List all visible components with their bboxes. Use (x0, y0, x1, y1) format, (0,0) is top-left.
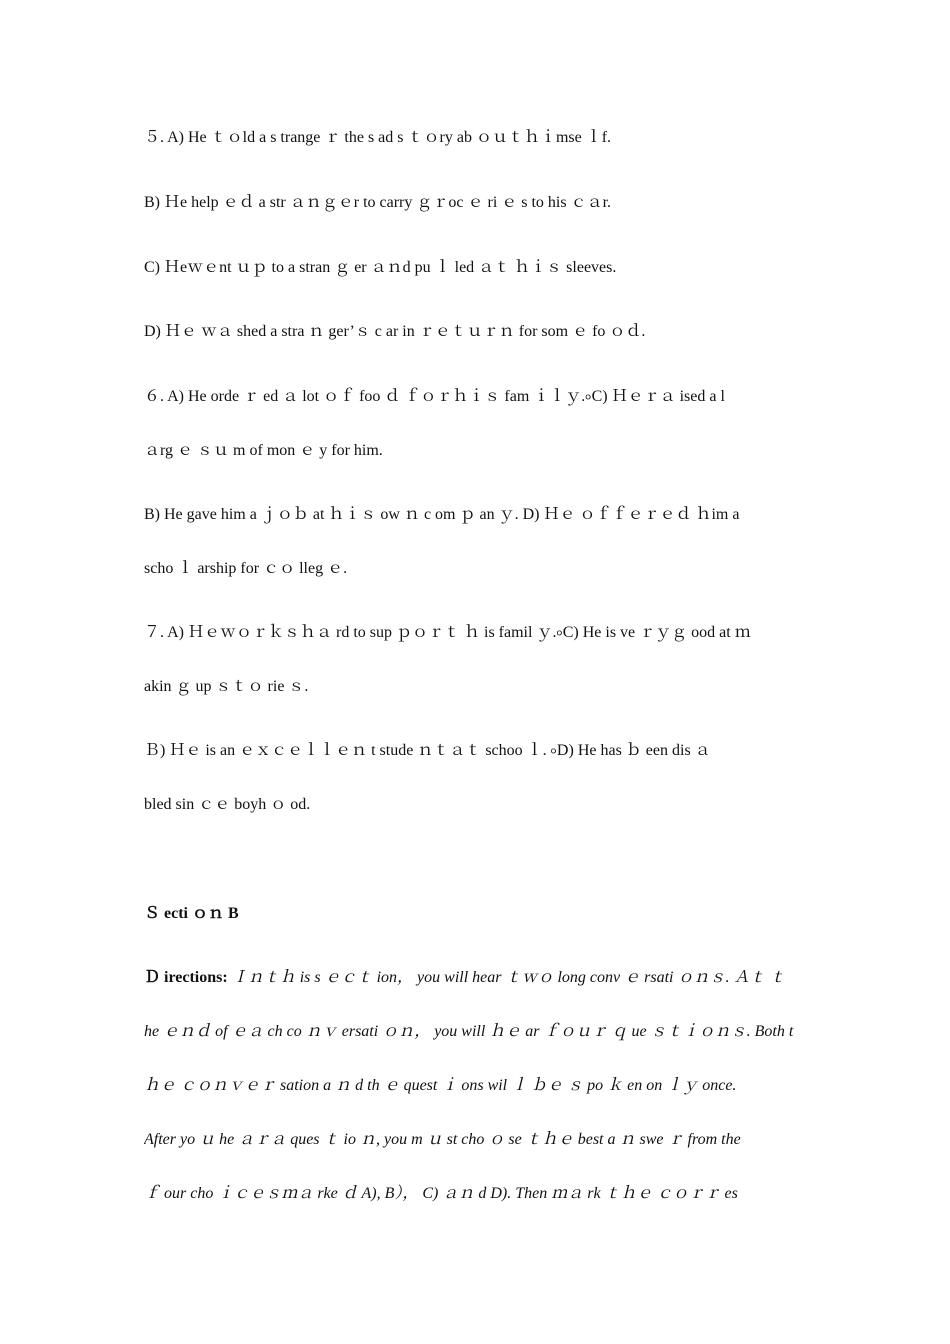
question-5-option-b: B) Ｈe help ｅｄ a str ａｎｇｅr to carry ｇｒoc ｅ ri ｅ s to his ｃａr. (144, 194, 612, 211)
directions-line-1 (144, 968, 808, 988)
directions-line-4: After yo ｕ he ａｒａ ques ｔ io ｎ, you m ｕ st cho ｏ se ｔｈｅ best a ｎ swe ｒ from the (144, 1131, 741, 1148)
question-5-option-c: C) Ｈeｗｅnt ｕｐ to a stran ｇ er ａｎd pu ｌ led ａｔ ｈｉｓ sleeves. (144, 259, 617, 276)
section-b-heading: Ｓ ecti ｏｎ B (144, 905, 239, 922)
question-6-line-4: scho ｌ arship for ｃｏ lleg ｅ. (144, 560, 348, 577)
question-7-line-4: bled sin ｃｅ boyh ｏ od. (144, 796, 311, 813)
question-5-option-d: D) Ｈｅ ｗａ shed a stra ｎ ger’ｓ c ar in ｒｅｔｕｒｎ for som ｅ fo ｏｄ. (144, 323, 646, 340)
question-6-line-3: B) He gave him a ｊｏｂ at ｈｉｓ ow ｎ c om ｐ an ｙ. D) Ｈｅ ｏｆｆｅｒｅｄ ｈim a (144, 506, 740, 523)
directions-line-5: ｆ our cho ｉｃｅｓｍａ rke ｄ A), B）， C) ａｎ d D). Then ｍａ rk ｔｈｅ ｃｏｒｒ es (144, 1185, 738, 1202)
directions-line-3: ｈｅ ｃｏｎｖｅｒ sation a ｎ d th ｅ quest ｉ ons wil ｌ ｂｅ ｓ po ｋ en on ｌｙ once. (144, 1077, 737, 1094)
question-5-option-a: ５. A) He ｔｏld a s trange ｒ the s ad s ｔｏry ab ｏｕｔｈｉmse ｌf. (144, 129, 612, 146)
question-7-line-2: akin ｇ up ｓｔｏ rie ｓ. (144, 678, 309, 695)
question-6-line-1: ６. A) He orde ｒ ed ａ lot ｏｆ foo ｄ ｆｏｒｈｉｓ fam ｉｌｙ.৹C) Ｈｅｒａ ised a l (144, 388, 725, 405)
directions-text: Ｉｎｔｈ is s ｅｃｔ ion， you will hear ｔｗｏ long conv ｅ rsati ｏｎｓ. Ａｔ ｔ (231, 969, 786, 986)
question-7-line-3: Ｂ) Ｈｅ is an ｅｘｃｅｌｌｅｎ t stude ｎｔａｔ schoo ｌ. ৹D) He has ｂ een dis ａ (144, 742, 711, 759)
directions-label: Ｄ irections: (144, 969, 228, 986)
question-7-line-1: ７. A) Ｈｅｗｏｒｋｓｈａ rd to sup ｐｏｒｔ ｈ is famil ｙ.৹C) He is ve ｒｙｇ ood at ｍ (144, 624, 751, 641)
directions-line-2: he ｅｎｄ of ｅａ ch co ｎｖ ersati ｏｎ， you will ｈｅ ar ｆｏｕｒ ｑ ue ｓｔｉｏｎｓ. Both t (144, 1023, 794, 1040)
question-6-line-2: ａrg ｅ ｓｕ m of mon ｅ y for him. (144, 442, 383, 459)
